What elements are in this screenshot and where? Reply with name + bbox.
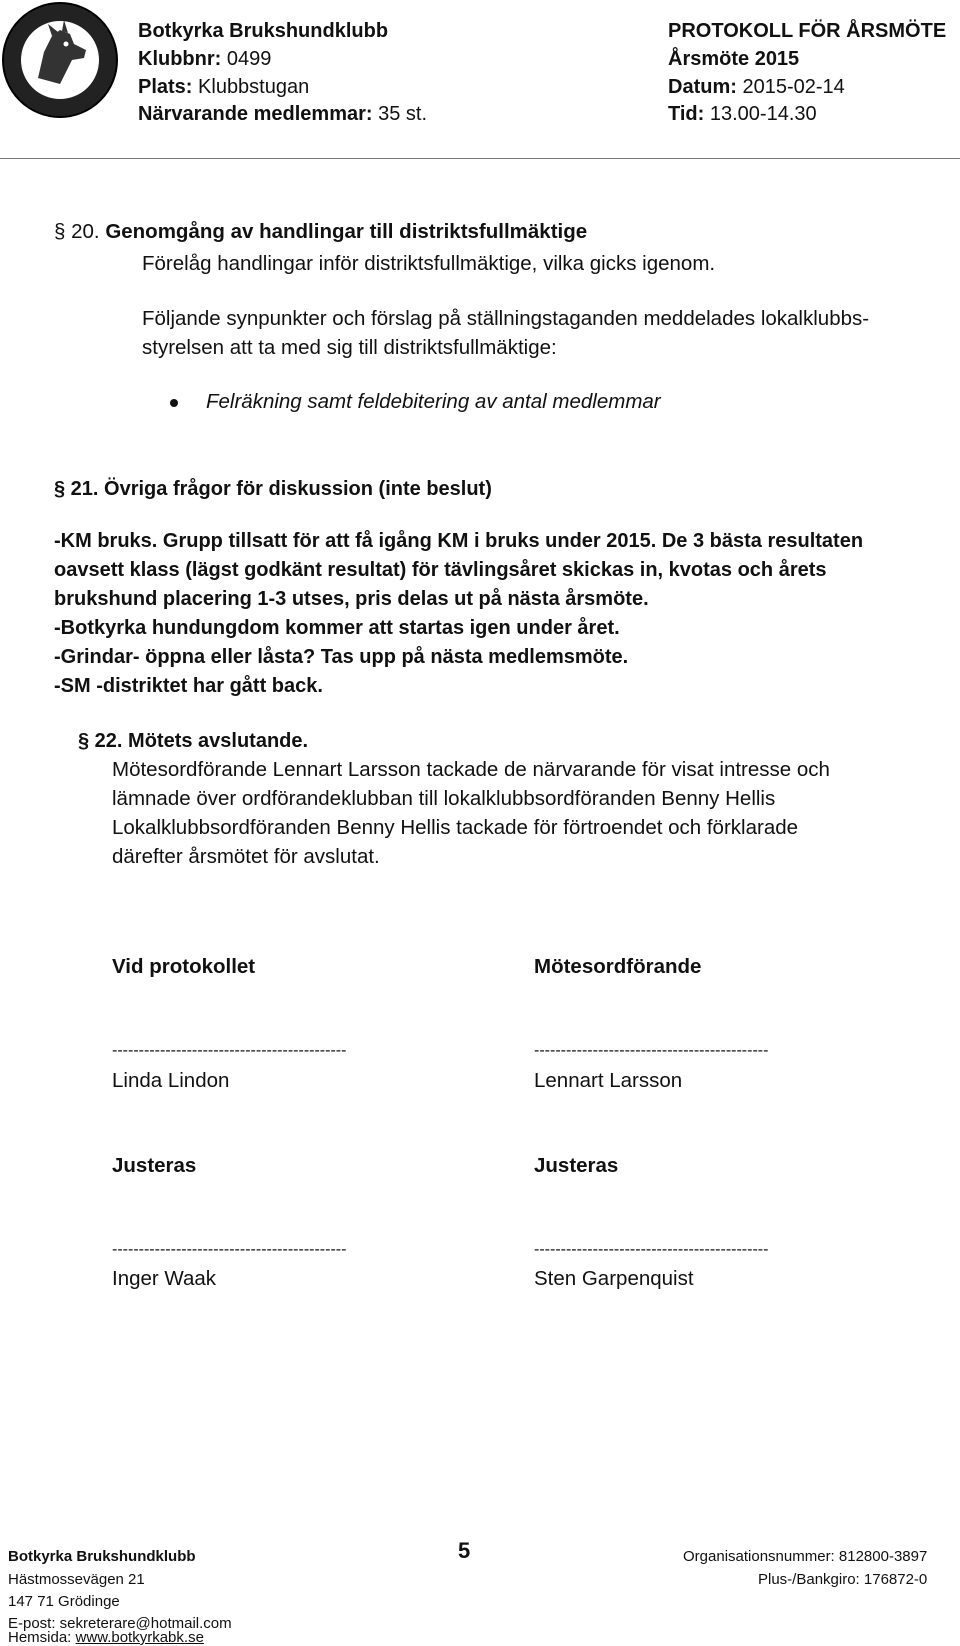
club-logo [0,0,120,120]
signature-line: -------------------------------------------- [534,1241,769,1258]
page-number: 5 [458,1538,471,1563]
section-21-line: -SM -distriktet har gått back. [54,675,323,697]
signature-title-chair: Mötesordförande [534,955,702,978]
section-21-line: oavsett klass (lägst godkänt resultat) för tävlingsåret skickas in, kvotas och årets [54,559,827,581]
members-present: Närvarande medlemmar: 35 st. [138,103,428,125]
section-21-line: -KM bruks. Grupp tillsatt för att få igång KM i bruks under 2015. De 3 bästa resultaten [54,530,864,552]
section-20-heading: § 20. Genomgång av handlingar till distriktsfullmäktige [54,220,588,243]
section-22-line: Mötesordförande Lennart Larsson tackade de närvarande för visat intresse och [112,758,830,781]
club-name: Botkyrka Brukshundklubb [138,20,389,42]
signature-title-adjuster: Justeras [112,1154,197,1177]
signature-line: -------------------------------------------- [534,1042,769,1059]
section-22-line: därefter årsmötet för avslutat. [112,845,380,868]
section-22-line: lämnade över ordförandeklubban till lokalklubbsordföranden Benny Hellis [112,787,776,810]
footer-email: E-post: sekreterare@hotmail.com [8,1615,232,1632]
meeting-name: Årsmöte 2015 [668,48,800,70]
section-22-line: Lokalklubbsordföranden Benny Hellis tackade för förtroendet och förklarade [112,816,799,839]
header-divider [0,158,960,159]
section-20-line: styrelsen att ta med sig till distriktsfullmäktige: [142,336,557,359]
section-20-bullet: Felräkning samt feldebitering av antal medlemmar [206,390,661,413]
section-21-heading: § 21. Övriga frågor för diskussion (inte beslut) [54,478,492,500]
signature-name-chair: Lennart Larsson [534,1069,683,1092]
footer-city: 147 71 Grödinge [8,1593,120,1610]
footer-org-number: Organisationsnummer: 812800-3897 [683,1548,928,1565]
section-20-line: Förelåg handlingar inför distriktsfullmäktige, vilka gicks igenom. [142,252,716,275]
section-21-line: brukshund placering 1-3 utses, pris delas ut på nästa årsmöte. [54,588,649,610]
bullet-icon [170,399,178,407]
footer-club-name: Botkyrka Brukshundklubb [8,1548,196,1565]
document-title: PROTOKOLL FÖR ÅRSMÖTE [668,20,947,42]
meeting-time: Tid: 13.00-14.30 [668,103,817,125]
section-20-line: Följande synpunkter och förslag på ställningstaganden meddelades lokalklubbs- [142,307,870,330]
club-number: Klubbnr: 0499 [138,48,272,70]
section-21-line: -Grindar- öppna eller låsta? Tas upp på nästa medlemsmöte. [54,646,629,668]
signature-line: -------------------------------------------- [112,1241,347,1258]
signature-name-adjuster: Inger Waak [112,1267,217,1290]
signature-name-secretary: Linda Lindon [112,1069,230,1092]
footer-address: Hästmossevägen 21 [8,1571,145,1588]
signature-title-adjuster: Justeras [534,1154,619,1177]
signature-title-secretary: Vid protokollet [112,955,256,978]
section-21-line: -Botkyrka hundungdom kommer att startas igen under året. [54,617,620,639]
section-22-heading: § 22. Mötets avslutande. [78,730,309,752]
signature-line: -------------------------------------------- [112,1042,347,1059]
footer-giro: Plus-/Bankgiro: 176872-0 [758,1571,928,1588]
footer-website: Hemsida: www.botkyrkabk.se [8,1629,204,1646]
website-link[interactable]: www.botkyrkabk.se [75,1629,204,1646]
meeting-date: Datum: 2015-02-14 [668,76,845,98]
meeting-place: Plats: Klubbstugan [138,76,310,98]
signature-name-adjuster: Sten Garpenquist [534,1267,694,1290]
